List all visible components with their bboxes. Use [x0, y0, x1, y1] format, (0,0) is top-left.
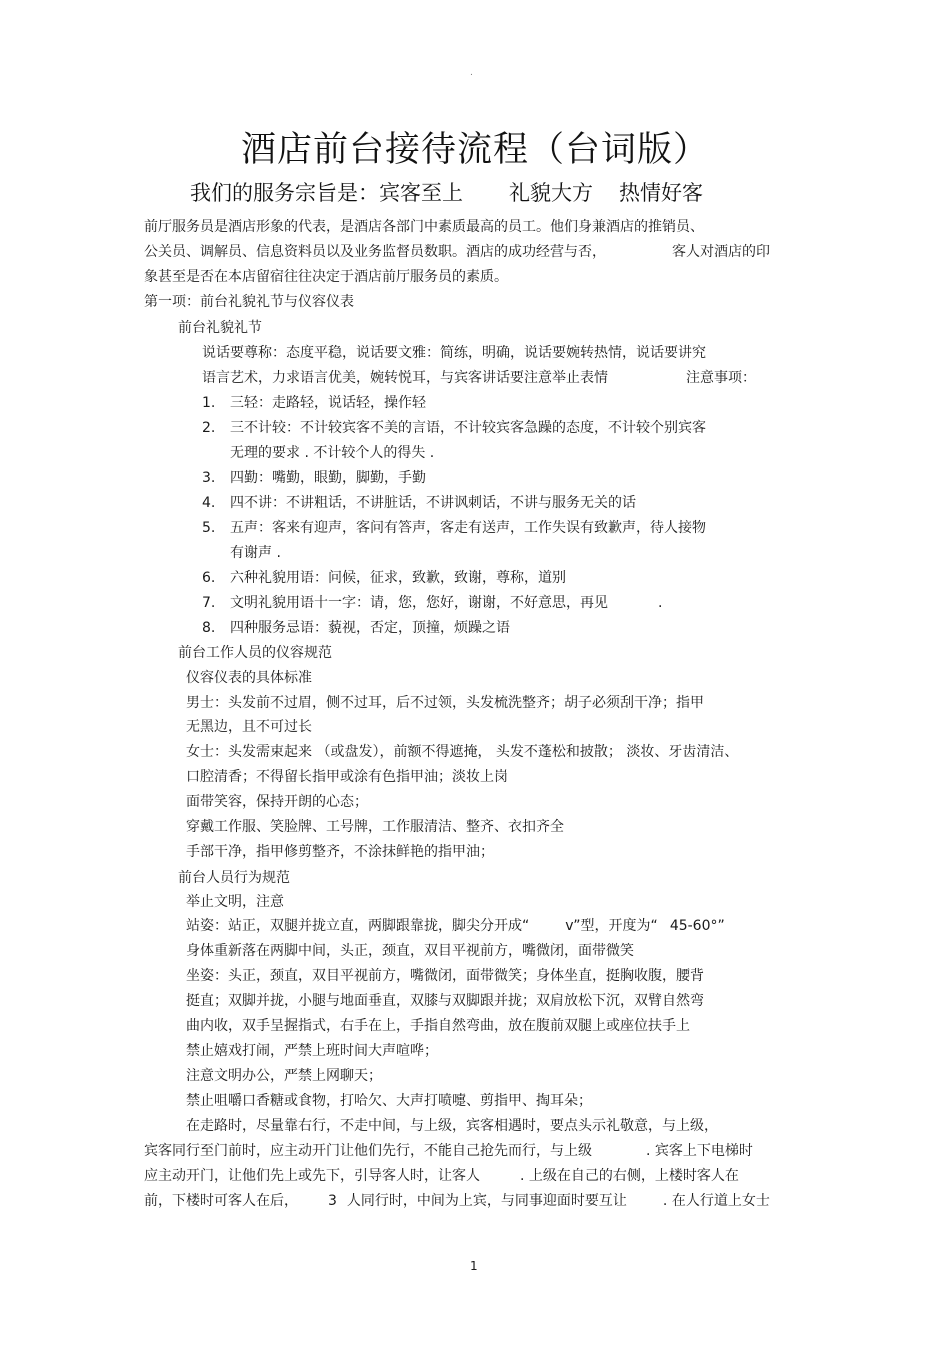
intro-line-3: 象甚至是否在本店留宿往往决定于酒店前厅服务员的素质。 — [144, 269, 508, 285]
appearance-standard-title: 仪容仪表的具体标准 — [186, 670, 312, 686]
etiquette-para-line-2: 语言艺术，力求语言优美，婉转悦耳，与宾客讲话要注意举止表情 注意事项： — [202, 370, 756, 386]
walking-line-1: 在走路时，尽量靠右行，不走中间，与上级，宾客相遇时，要点头示礼敬意，与上级， — [186, 1118, 718, 1134]
intro-line-1: 前厅服务员是酒店形象的代表，是酒店各部门中素质最高的员工。他们身兼酒店的推销员、 — [144, 219, 704, 235]
list-item: 8. 四种服务忌语：藐视，否定，顶撞，烦躁之语 — [202, 620, 510, 636]
subsection-appearance: 前台工作人员的仪容规范 — [178, 645, 332, 661]
walking-line-2: 宾客同行至门前时，应主动开门让他们先行，不能自己抢先而行，与上级 . 宾客上下电梯时 — [144, 1143, 753, 1159]
list-item: 7. 文明礼貌用语十一字：请，您，您好，谢谢，不好意思，再见 . — [202, 595, 663, 611]
header-dot: . — [470, 68, 473, 78]
service-motto — [190, 177, 703, 207]
subsection-behavior: 前台人员行为规范 — [178, 870, 290, 886]
intro-line-2: 公关员、调解员、信息资料员以及业务监督员数职。酒店的成功经营与否， 客人对酒店的印 — [144, 244, 770, 260]
female-standard-line-1: 女士：头发需束起来 （或盘发），前额不得遮掩， 头发不蓬松和披散； 淡妆、牙齿清洁、 — [186, 744, 739, 760]
list-item: 6. 六种礼貌用语：问候，征求，致歉，致谢，尊称，道别 — [202, 570, 566, 586]
list-item-continuation: 无理的要求 . 不计较个人的得失 . — [230, 445, 435, 461]
hands-standard: 手部干净，指甲修剪整齐，不涂抹鲜艳的指甲油； — [186, 844, 494, 860]
section-heading: 第一项：前台礼貌礼节与仪容仪表 — [144, 294, 354, 310]
male-standard-line-1: 男士：头发前不过眉，侧不过耳，后不过领，头发梳洗整齐；胡子必须刮干净；指甲 — [186, 695, 704, 711]
list-item-continuation: 有谢声 . — [230, 545, 281, 561]
smile-standard: 面带笑容，保持开朗的心态； — [186, 794, 368, 810]
no-chew-rule: 禁止咀嚼口香糖或食物，打哈欠、大声打喷嚏、剪指甲、掏耳朵； — [186, 1093, 592, 1109]
manner-line: 举止文明，注意 — [186, 894, 284, 910]
list-item: 1. 三轻：走路轻，说话轻，操作轻 — [202, 395, 426, 411]
walking-line-4: 前，下楼时可客人在后， 3 人同行时，中间为上宾，与同事迎面时要互让 . 在人行道上女士 — [144, 1193, 770, 1209]
sitting-line-3: 曲内收，双手呈握指式，右手在上，手指自然弯曲，放在腹前双腿上或座位扶手上 — [186, 1018, 690, 1034]
sitting-line-1: 坐姿：头正，颈直，双目平视前方，嘴微闭，面带微笑；身体坐直，挺胸收腹，腰背 — [186, 968, 704, 984]
male-standard-line-2: 无黑边，且不可过长 — [186, 719, 312, 735]
no-play-rule: 禁止嬉戏打闹，严禁上班时间大声喧哗； — [186, 1043, 438, 1059]
list-item: 4. 四不讲：不讲粗话，不讲脏话，不讲讽刺话，不讲与服务无关的话 — [202, 495, 636, 511]
sitting-line-2: 挺直；双脚并拢，小腿与地面垂直，双膝与双脚跟并拢；双肩放松下沉，双臂自然弯 — [186, 993, 704, 1009]
walking-line-3: 应主动开门，让他们先上或先下，引导客人时，让客人 . 上级在自己的右侧，上楼时客人在 — [144, 1168, 739, 1184]
etiquette-para-line-1: 说话要尊称：态度平稳，说话要文雅：简练，明确，说话要婉转热情，说话要讲究 — [202, 345, 706, 361]
list-item: 5. 五声：客来有迎声，客问有答声，客走有送声，工作失误有致歉声，待人接物 — [202, 520, 706, 536]
list-item: 3. 四勤：嘴勤，眼勤，脚勤，手勤 — [202, 470, 426, 486]
subsection-etiquette: 前台礼貌礼节 — [178, 320, 262, 336]
office-rule: 注意文明办公，严禁上网聊天； — [186, 1068, 382, 1084]
standing-line-2: 身体重新落在两脚中间，头正，颈直，双目平视前方，嘴微闭，面带微笑 — [186, 943, 634, 959]
document-title: 酒店前台接待流程（台词版） — [240, 130, 709, 170]
list-item: 2. 三不计较：不计较宾客不美的言语，不计较宾客急躁的态度，不计较个别宾客 — [202, 420, 706, 436]
uniform-standard: 穿戴工作服、笑脸牌、工号牌，工作服清洁、整齐、衣扣齐全 — [186, 819, 564, 835]
female-standard-line-2: 口腔清香；不得留长指甲或涂有色指甲油；淡妆上岗 — [186, 769, 508, 785]
page-number: 1 — [470, 1259, 478, 1273]
motto-part-1: 我们的服务宗旨是：宾客至上 — [190, 181, 463, 205]
motto-part-2: 礼貌大方 — [509, 181, 593, 205]
motto-part-3: 热情好客 — [619, 181, 703, 205]
standing-line-1: 站姿：站正，双腿并拢立直，两脚跟靠拢，脚尖分开成“ v”型，开度为“ 45-60°” — [186, 918, 725, 934]
